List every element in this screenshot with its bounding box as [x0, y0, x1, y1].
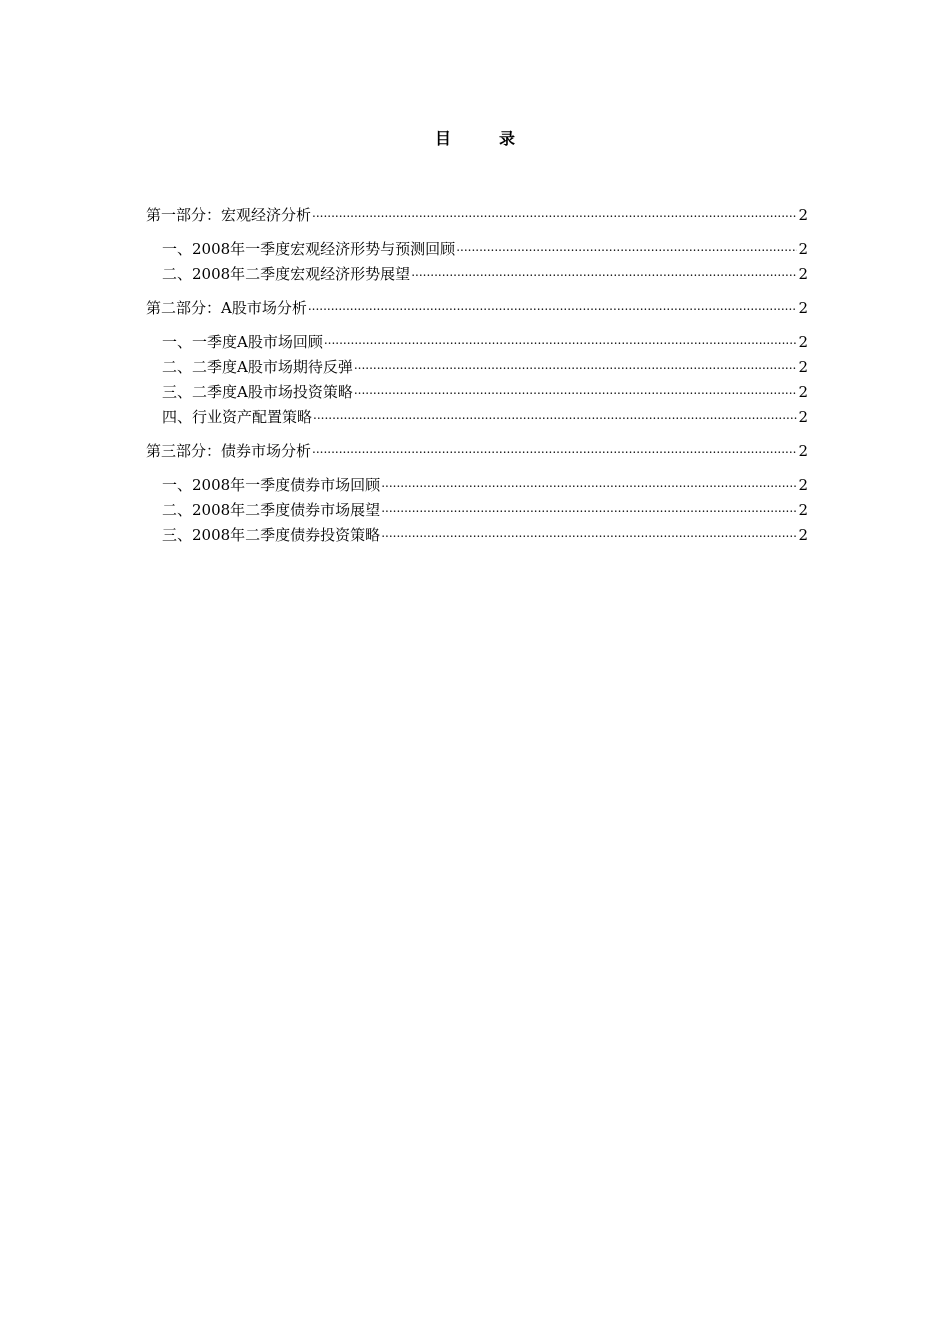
toc-page-number: 2 [798, 526, 808, 544]
toc-entry-part-2[interactable] [146, 296, 808, 321]
toc-page-number: 2 [798, 501, 808, 519]
toc-dot-leader [381, 501, 797, 515]
toc-entry-label: 三、2008年二季度债券投资策略 [162, 526, 381, 544]
table-of-contents [146, 203, 808, 548]
toc-entry-3-3[interactable] [146, 523, 808, 548]
toc-page-number: 2 [798, 206, 808, 224]
toc-page-number: 2 [798, 476, 808, 494]
toc-entry-2-3[interactable] [146, 380, 808, 405]
toc-entry-label: 二、2008年二季度宏观经济形势展望 [162, 265, 411, 283]
toc-entry-label: 一、一季度A股市场回顾 [162, 333, 323, 351]
toc-dot-leader [381, 526, 797, 540]
toc-page-number: 2 [798, 383, 808, 401]
toc-entry-1-2[interactable] [146, 262, 808, 287]
toc-entry-label: 一、2008年一季度宏观经济形势与预测回顾 [162, 240, 456, 258]
toc-entry-label: 二、二季度A股市场期待反弹 [162, 358, 353, 376]
toc-dot-leader [312, 442, 797, 456]
toc-dot-leader [312, 206, 797, 220]
toc-title-char-1: 目 [434, 129, 451, 148]
toc-page-number: 2 [798, 358, 808, 376]
toc-entry-part-1[interactable] [146, 203, 808, 228]
toc-dot-leader [354, 358, 798, 372]
toc-page-number: 2 [798, 442, 808, 460]
toc-page-number: 2 [798, 333, 808, 351]
toc-entry-label: 第一部分：宏观经济分析 [146, 206, 312, 224]
toc-dot-leader [313, 408, 797, 422]
toc-entry-label: 一、2008年一季度债券市场回顾 [162, 476, 381, 494]
toc-dot-leader [411, 265, 797, 279]
toc-title [0, 126, 950, 149]
toc-entry-label: 四、行业资产配置策略 [162, 408, 313, 426]
toc-entry-3-2[interactable] [146, 498, 808, 523]
toc-entry-part-3[interactable] [146, 439, 808, 464]
toc-entry-2-1[interactable] [146, 330, 808, 355]
toc-page-number: 2 [798, 408, 808, 426]
toc-page-number: 2 [798, 265, 808, 283]
toc-dot-leader [308, 299, 798, 313]
toc-entry-label: 二、2008年二季度债券市场展望 [162, 501, 381, 519]
toc-entry-3-1[interactable] [146, 473, 808, 498]
toc-entry-2-4[interactable] [146, 405, 808, 430]
toc-entry-label: 第二部分：A股市场分析 [146, 299, 307, 317]
toc-dot-leader [381, 476, 797, 490]
toc-entry-1-1[interactable] [146, 237, 808, 262]
toc-page-number: 2 [798, 240, 808, 258]
toc-dot-leader [354, 383, 798, 397]
toc-entry-label: 第三部分：债券市场分析 [146, 442, 312, 460]
toc-dot-leader [324, 333, 798, 347]
toc-page-number: 2 [798, 299, 808, 317]
toc-entry-2-2[interactable] [146, 355, 808, 380]
toc-dot-leader [456, 240, 797, 254]
toc-entry-label: 三、二季度A股市场投资策略 [162, 383, 353, 401]
toc-title-char-2: 录 [499, 129, 516, 148]
